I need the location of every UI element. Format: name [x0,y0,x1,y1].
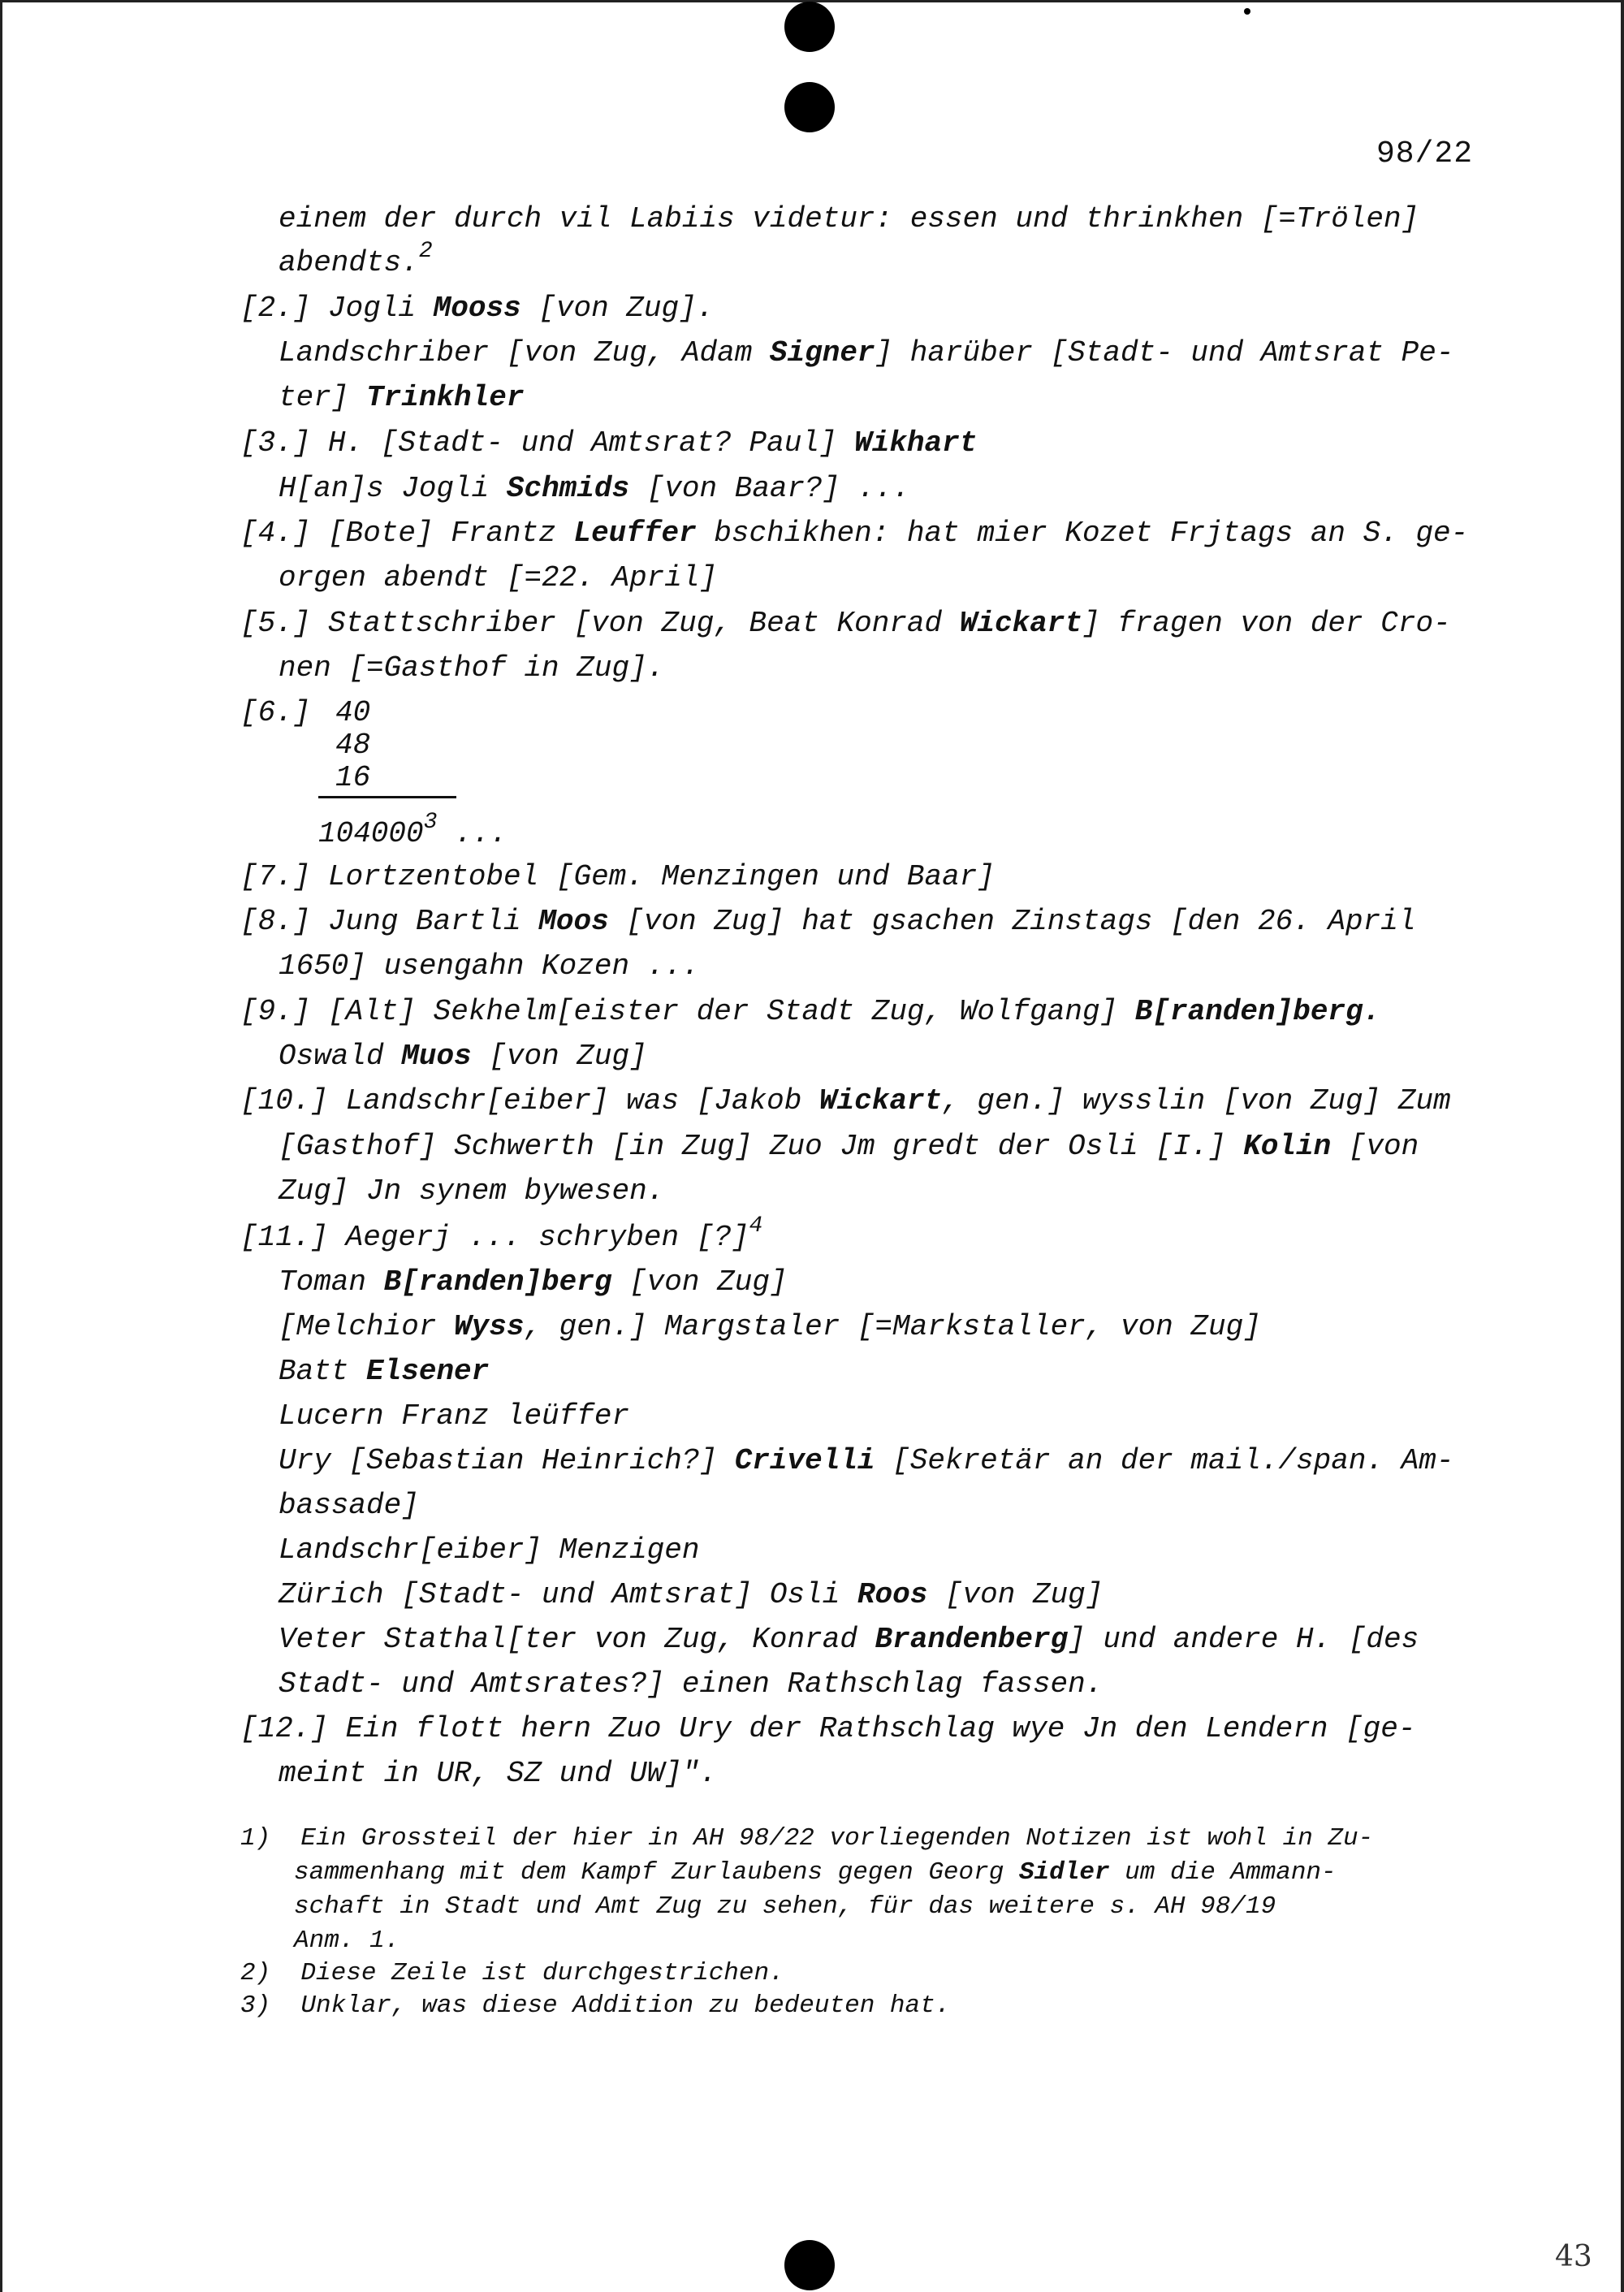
text-run: Batt [279,1355,367,1388]
text-run: [von Zug] hat gsachen Zinstags [den 26. April [608,905,1416,938]
text-run: bschikhen: hat mier Kozet Frjtags an S. ge- [696,517,1469,550]
sum-rule [318,796,456,798]
text-line [279,949,699,984]
entry-line [240,606,1451,642]
name-bold: Roos [857,1578,928,1611]
text-line [279,201,1419,237]
text-run: Toman [279,1265,384,1299]
footnote-line [240,1957,784,1990]
text-line [279,1354,489,1390]
footnote-line [240,1823,1373,1855]
text-run: [3.] H. [Stadt- und Amtsrat? Paul] [240,426,855,460]
text-run: [11.] Aegerj ... schryben [?] [240,1221,749,1254]
punch-hole-bottom [784,2240,835,2290]
text-run: [9.] [Alt] Sekhelm[eister der Stadt Zug, Wolfgang] [240,995,1135,1028]
entry-line [240,994,1380,1030]
text-run: ] fragen von der Cro- [1082,607,1451,640]
text-run: ] und andere H. [des [1068,1623,1419,1656]
handwritten-page-mark: 43 [1555,2240,1592,2273]
name-bold: Brandenberg [875,1623,1069,1656]
text-run: [Melchior [279,1310,455,1343]
text-run: ... [437,817,508,850]
name-bold: Trinkhler [366,381,525,414]
name-bold: Muos [401,1040,472,1073]
footnote-line [294,1857,1337,1889]
text-run: [8.] Jung Bartli [240,905,539,938]
text-run: schaft in Stadt und Amt Zug zu sehen, für das weitere s. AH 98/19 [294,1892,1276,1921]
name-bold: Signer [769,336,875,370]
footnote-line [294,1925,400,1957]
punch-hole-top [784,2,835,52]
entry-line [240,859,995,895]
text-run: [6.] [240,696,311,729]
name-bold: Wikhart [854,426,978,460]
text-line [279,1265,788,1300]
entry-line [240,1213,763,1256]
name-bold: Wyss [454,1310,525,1343]
text-run: [Sekretär an der mail./span. Am- [875,1444,1454,1477]
entry-line [240,426,977,461]
punch-hole-upper [784,82,835,132]
text-run: , gen.] wysslin [von Zug] Zum [942,1084,1451,1118]
text-run: um die Ammann- [1109,1858,1337,1887]
name-bold: Sidler [1018,1858,1110,1887]
text-run: [von Zug] [471,1040,647,1073]
text-line [279,380,524,416]
page-number: 98/22 [1376,136,1474,171]
text-run: 3) Unklar, was diese Addition zu bedeuten hat. [240,1991,951,2020]
text-run: [von Baar?] ... [629,472,910,505]
text-run: Oswald [279,1040,402,1073]
text-run: 16 [335,761,371,794]
text-line [279,1443,1453,1479]
name-bold: Kolin [1243,1130,1332,1163]
text-run: , gen.] Margstaler [=Markstaller, von Zug] [524,1310,1261,1343]
text-line [279,651,664,686]
text-run: [5.] Stattschriber [von Zug, Beat Konrad [240,607,960,640]
text-line [279,1622,1419,1658]
text-line [279,1667,1103,1702]
entry-line [240,291,714,327]
scan-border-right [1621,0,1624,2292]
sum-addend [335,695,370,731]
text-run: einem der durch vil Labiis videtur: essen und thrinkhen [=Trölen] [279,202,1419,236]
name-bold: Leuffer [573,517,697,550]
text-run: [2.] Jogli [240,292,434,325]
text-line [279,1399,629,1434]
name-bold: Moos [538,905,609,938]
text-run: Ury [Sebastian Heinrich?] [279,1444,735,1477]
text-line [279,239,433,281]
text-run: 48 [335,729,371,762]
text-run: Lucern Franz leüffer [279,1399,630,1433]
text-run: [12.] Ein flott hern Zuo Ury der Rathschlag wye Jn den Lendern [ge- [240,1712,1416,1745]
text-run: bassade] [279,1489,419,1522]
text-run: [von Zug]. [520,292,715,325]
text-run: 2) Diese Zeile ist durchgestrichen. [240,1959,784,1987]
text-line [279,1039,647,1075]
name-bold: B[randen]berg [383,1265,612,1299]
entry-line [240,1083,1451,1119]
text-line [279,1533,699,1568]
entry-line [240,904,1415,940]
text-line [279,1488,419,1524]
name-bold: B[randen]berg. [1134,995,1381,1028]
footnote-ref: 4 [749,1213,763,1239]
text-run: [7.] Lortzentobel [Gem. Menzingen und Baar] [240,860,995,893]
footnote-line [240,1990,950,2022]
text-line [279,560,717,596]
text-run: [Gasthof] Schwerth [in Zug] Zuo Jm gredt der Osli [I.] [279,1130,1244,1163]
name-bold: Schmids [506,472,630,505]
text-run: orgen abendt [=22. April] [279,561,718,595]
text-line [279,335,1453,371]
text-run: [von Zug] [611,1265,788,1299]
text-run: 104000 [318,817,424,850]
text-run: sammenhang mit dem Kampf Zurlaubens gegen Georg [294,1858,1019,1887]
text-run: Anm. 1. [294,1927,400,1955]
text-line [279,1577,1103,1613]
text-run: [10.] Landschr[eiber] was [Jakob [240,1084,819,1118]
footnote-ref: 2 [418,239,433,264]
text-run: abendts. [279,246,419,279]
sum-addend [335,760,370,796]
text-run: nen [=Gasthof in Zug]. [279,651,665,685]
text-run: 1) Ein Grossteil der hier in AH 98/22 vorliegenden Notizen ist wohl in Zu- [240,1824,1374,1853]
text-run: Zürich [Stadt- und Amtsrat] Osli [279,1578,857,1611]
text-run: Veter Stathal[ter von Zug, Konrad [279,1623,875,1656]
text-run: Zug] Jn synem bywesen. [279,1174,665,1208]
sum-total [318,810,508,852]
text-line [279,1309,1261,1345]
text-run: ] harüber [Stadt- und Amtsrat Pe- [875,336,1454,370]
scan-speck [1244,8,1250,15]
text-line [279,1174,664,1209]
text-run: 40 [335,696,371,729]
text-run: ter] [279,381,367,414]
text-run: [von Zug] [927,1578,1104,1611]
footnote-ref: 3 [423,810,438,835]
text-run: meint in UR, SZ und UW]". [279,1757,718,1790]
name-bold: Crivelli [734,1444,875,1477]
text-line [279,471,910,507]
text-run: Stadt- und Amtsrates?] einen Rathschlag fassen. [279,1667,1104,1701]
text-run: [4.] [Bote] Frantz [240,517,574,550]
text-run: H[an]s Jogli [279,472,507,505]
text-run: 1650] usengahn Kozen ... [279,949,700,983]
entry-line [240,1711,1415,1747]
sum-addend [335,728,370,763]
footnote-line [294,1891,1276,1923]
name-bold: Mooss [433,292,521,325]
scan-border-left [0,0,2,2292]
name-bold: Wickart [959,607,1082,640]
name-bold: Elsener [366,1355,490,1388]
text-line [279,1756,717,1792]
text-run: [von [1331,1130,1419,1163]
name-bold: Wickart [818,1084,943,1118]
entry-line [240,516,1468,551]
text-run: Landschriber [von Zug, Adam [279,336,770,370]
text-line [279,1129,1419,1165]
text-run: Landschr[eiber] Menzigen [279,1533,700,1567]
entry-line [240,695,310,731]
